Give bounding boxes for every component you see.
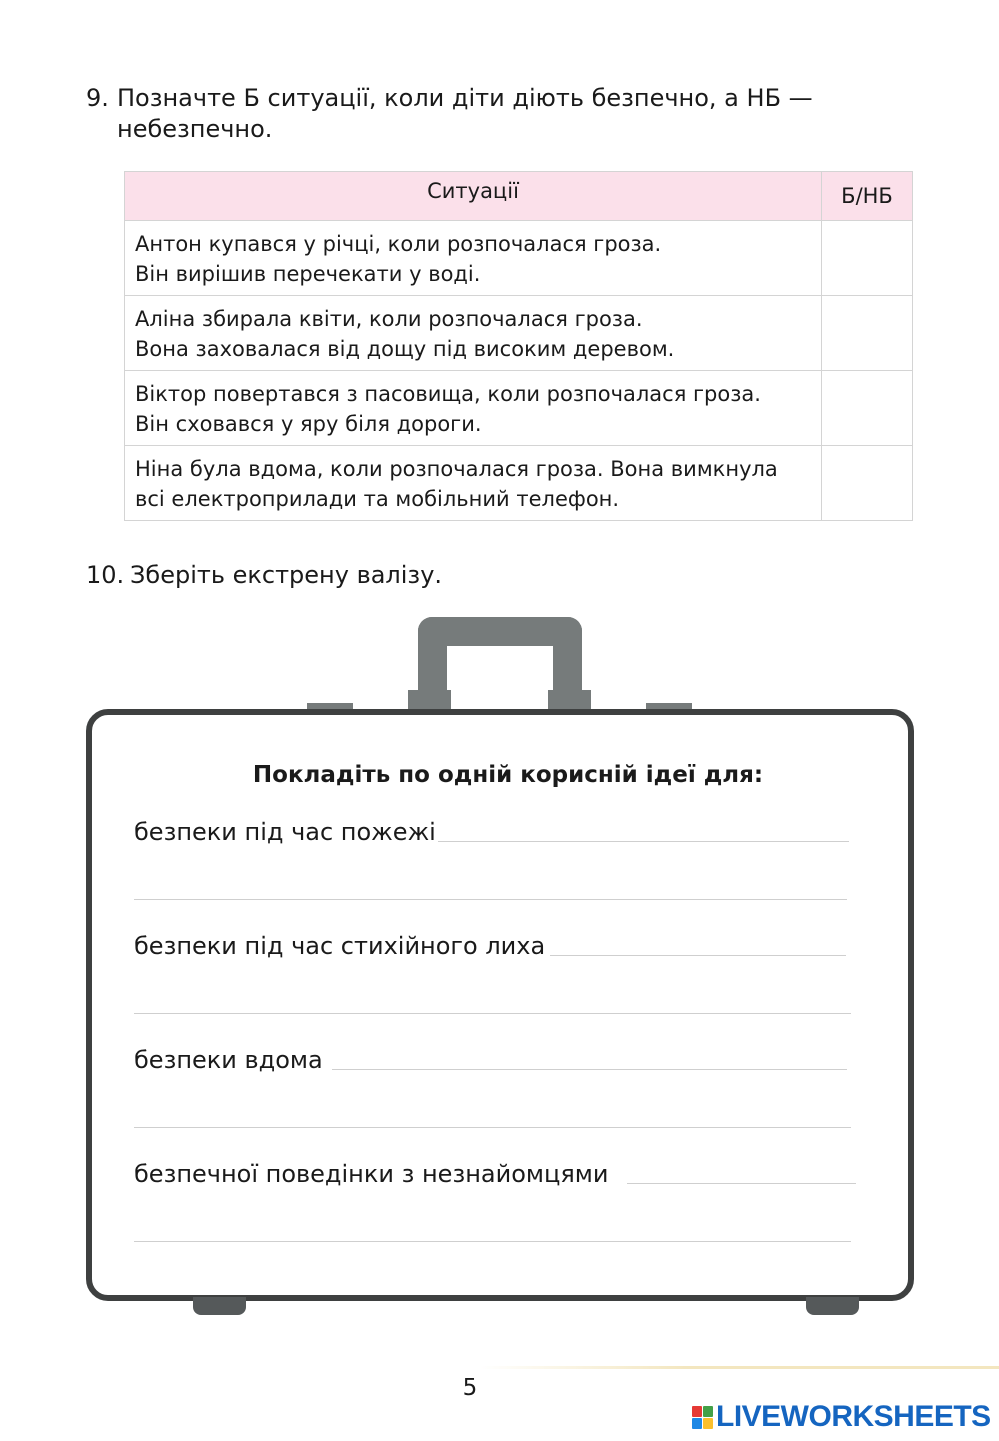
situation-cell — [125, 296, 822, 371]
header-answer: Б/НБ — [822, 172, 913, 221]
answer-input[interactable] — [822, 221, 912, 295]
answer-disaster-safety-input[interactable] — [552, 926, 849, 956]
table-row — [125, 221, 913, 296]
answer-input[interactable] — [822, 296, 912, 370]
writing-line — [332, 1069, 847, 1070]
answer-stranger-safety-input-2[interactable] — [134, 1212, 854, 1242]
answer-cell — [822, 221, 913, 296]
situation-text: всі електроприлади та мобільний телефон. — [135, 487, 620, 511]
writing-line — [438, 841, 849, 842]
writing-line — [627, 1183, 856, 1184]
brand-logo[interactable] — [692, 1399, 991, 1435]
situation-text: Антон купався у річці, коли розпочалася гроза. — [135, 232, 662, 256]
writing-line — [134, 1241, 851, 1242]
situation-cell — [125, 371, 822, 446]
writing-line — [550, 955, 846, 956]
situation-cell — [125, 221, 822, 296]
situation-text: Вона заховалася від дощу під високим деревом. — [135, 337, 675, 361]
prompt-disaster-safety: безпеки під час стихійного лиха — [134, 932, 546, 960]
table-row — [125, 446, 913, 521]
answer-input[interactable] — [822, 446, 912, 520]
answer-home-safety-input-2[interactable] — [134, 1098, 854, 1128]
answer-disaster-safety-input-2[interactable] — [134, 984, 854, 1014]
answer-cell — [822, 296, 913, 371]
prompt-fire-safety: безпеки під час пожежі — [134, 818, 436, 846]
answer-cell — [822, 371, 913, 446]
answer-fire-safety-input[interactable] — [440, 812, 852, 842]
table-row — [125, 296, 913, 371]
task-9-instruction-line: Позначте Б ситуації, коли діти діють безпечно, а НБ — — [117, 84, 813, 112]
situations-table — [124, 171, 913, 521]
situation-text: Віктор повертався з пасовища, коли розпочалася гроза. — [135, 382, 761, 406]
task-9-number: 9. — [86, 84, 109, 112]
answer-home-safety-input[interactable] — [334, 1040, 850, 1070]
answer-fire-safety-input-2[interactable] — [134, 870, 850, 900]
situation-text: Аліна збирала квіти, коли розпочалася гроза. — [135, 307, 643, 331]
prompt-home-safety: безпеки вдома — [134, 1046, 323, 1074]
situation-text: Він вирішив перечекати у воді. — [135, 262, 481, 286]
situation-cell — [125, 446, 822, 521]
answer-stranger-safety-input[interactable] — [629, 1154, 858, 1184]
table-row — [125, 371, 913, 446]
task-10-number: 10. — [86, 561, 125, 589]
task-9-instruction — [117, 83, 837, 145]
situation-text: Він сховався у яру біля дороги. — [135, 412, 482, 436]
writing-line — [134, 1127, 851, 1128]
answer-input[interactable] — [822, 371, 912, 445]
suitcase-foot — [806, 1297, 859, 1315]
suitcase-foot — [193, 1297, 246, 1315]
writing-line — [134, 1013, 851, 1014]
task-10-instruction: Зберіть екстрену валізу. — [130, 561, 443, 589]
footer-divider — [480, 1366, 999, 1369]
header-situations: Ситуації — [125, 172, 822, 221]
page-number: 5 — [462, 1375, 478, 1401]
suitcase-title: Покладіть по одній корисній ідеї для: — [252, 762, 764, 788]
liveworksheets-logo-icon — [692, 1406, 713, 1429]
answer-cell — [822, 446, 913, 521]
prompt-stranger-safety: безпечної поведінки з незнайомцями — [134, 1160, 609, 1188]
situation-text: Ніна була вдома, коли розпочалася гроза. Вона вимкнула — [135, 457, 778, 481]
writing-line — [134, 899, 847, 900]
task-9-instruction-line: небезпечно. — [117, 115, 273, 143]
brand-name: LIVEWORKSHEETS — [716, 1400, 991, 1433]
